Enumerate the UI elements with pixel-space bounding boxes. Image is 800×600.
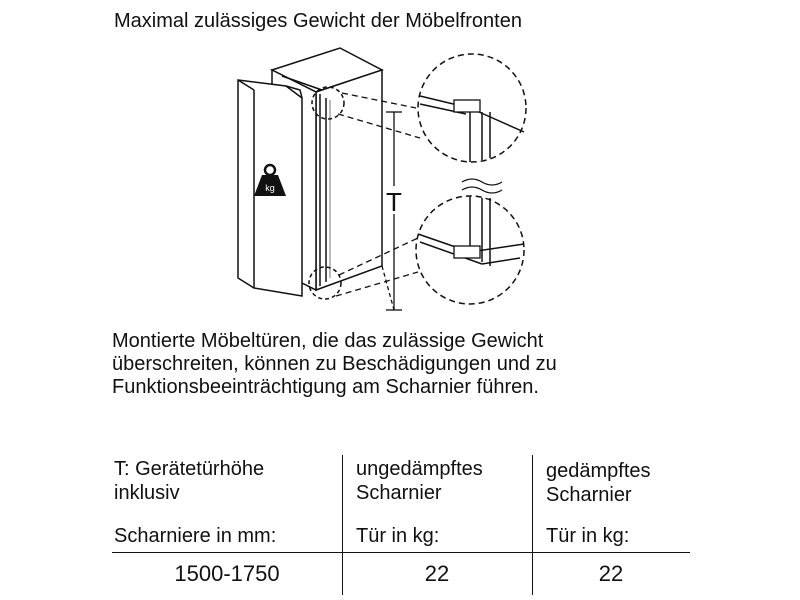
col1-header-line2: inklusiv <box>114 482 180 504</box>
table-cell-damped: 22 <box>598 561 624 586</box>
detail-top <box>418 54 526 162</box>
col2-header-line3: Tür in kg: <box>356 525 440 547</box>
warning-line-3: Funktionsbeeinträchtigung am Scharnier führen. <box>112 376 539 398</box>
break-mark <box>462 179 502 193</box>
col3-header-line3: Tür in kg: <box>546 525 630 547</box>
col3-header-line2: Scharnier <box>546 484 632 506</box>
col2-header-line1: ungedämpftes <box>356 458 483 480</box>
table-cell-height: 1500-1750 <box>174 561 280 586</box>
detail-bottom <box>416 196 524 304</box>
table-header-rule <box>112 552 690 553</box>
col1-header-line3: Scharniere in mm: <box>114 525 277 547</box>
col1-header-line1: T: Gerätetürhöhe <box>114 458 265 480</box>
weight-table <box>112 455 690 595</box>
weight-icon-label: kg <box>265 183 275 193</box>
page-title: Maximal zulässiges Gewicht der Möbelfronten <box>114 10 522 32</box>
col3-header-line1: gedämpftes <box>546 460 651 482</box>
table-cell-undamped: 22 <box>424 561 450 586</box>
dimension-label-t: T <box>386 187 402 217</box>
col2-header-line2: Scharnier <box>356 482 442 504</box>
warning-text <box>112 330 712 399</box>
warning-line-1: Montierte Möbeltüren, die das zulässige Gewicht <box>112 330 544 352</box>
warning-line-2: überschreiten, können zu Beschädigungen und zu <box>112 353 557 375</box>
